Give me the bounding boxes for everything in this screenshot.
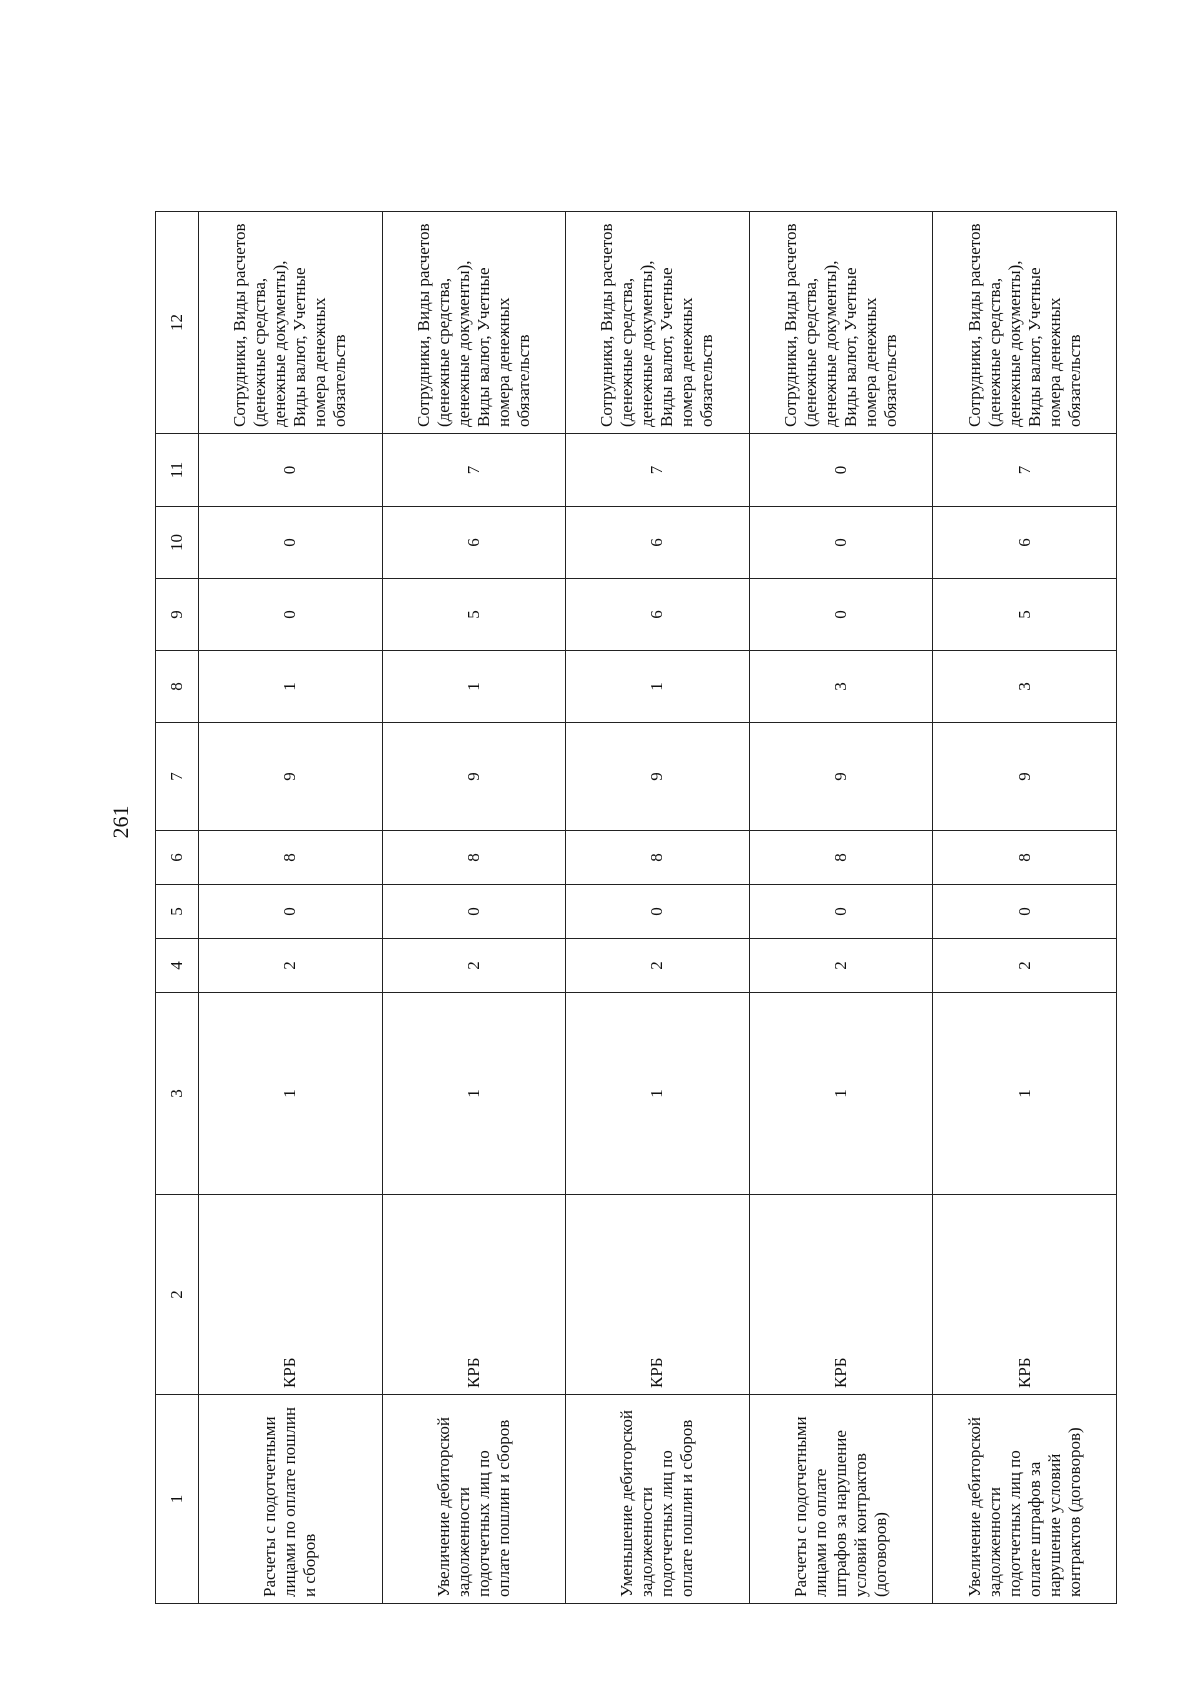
column-header: 6 xyxy=(156,831,199,885)
table-cell: 0 xyxy=(566,885,750,939)
account-name-cell: Расчеты с подотчетными лицами по оплате пошлин и сборов xyxy=(199,1395,383,1604)
table-cell: 7 xyxy=(566,434,750,507)
table-cell: 6 xyxy=(933,507,1117,579)
analytics-cell: Сотрудники, Виды расчетов (денежные средства, денежные документы), Виды валют, Учетные номера денежных обязательств xyxy=(933,212,1117,434)
table-cell: 0 xyxy=(749,434,933,507)
table-cell: 2 xyxy=(933,939,1117,993)
table-cell: 1 xyxy=(199,993,383,1195)
table-row xyxy=(933,212,1117,1604)
table-cell: 9 xyxy=(749,723,933,831)
budget-code-cell: КРБ xyxy=(749,1195,933,1395)
table-cell: 7 xyxy=(382,434,566,507)
column-header: 4 xyxy=(156,939,199,993)
table-cell: 2 xyxy=(382,939,566,993)
account-name-cell: Увеличение дебиторской задолженности подотчетных лиц по оплате штрафов за нарушение условий контрактов (договоров) xyxy=(933,1395,1117,1604)
table-cell: 9 xyxy=(199,723,383,831)
table-cell: 6 xyxy=(382,507,566,579)
analytics-cell: Сотрудники, Виды расчетов (денежные средства, денежные документы), Виды валют, Учетные номера денежных обязательств xyxy=(566,212,750,434)
budget-code-cell: КРБ xyxy=(933,1195,1117,1395)
table-cell: 0 xyxy=(199,885,383,939)
budget-code-cell: КРБ xyxy=(566,1195,750,1395)
table-cell: 1 xyxy=(382,651,566,723)
column-header: 3 xyxy=(156,993,199,1195)
table-cell: 3 xyxy=(933,651,1117,723)
table-cell: 8 xyxy=(933,831,1117,885)
table-cell: 1 xyxy=(199,651,383,723)
column-header: 7 xyxy=(156,723,199,831)
table-cell: 7 xyxy=(933,434,1117,507)
table-cell: 9 xyxy=(382,723,566,831)
table-cell: 3 xyxy=(749,651,933,723)
page-number: 261 xyxy=(108,805,133,839)
account-name-cell: Увеличение дебиторской задолженности подотчетных лиц по оплате пошлин и сборов xyxy=(382,1395,566,1604)
header-row xyxy=(156,212,199,1604)
table-cell: 0 xyxy=(199,507,383,579)
column-header: 9 xyxy=(156,579,199,651)
table-cell: 0 xyxy=(933,885,1117,939)
table-row xyxy=(199,212,383,1604)
table-cell: 1 xyxy=(933,993,1117,1195)
analytics-cell: Сотрудники, Виды расчетов (денежные средства, денежные документы), Виды валют, Учетные номера денежных обязательств xyxy=(199,212,383,434)
table-cell: 8 xyxy=(382,831,566,885)
table-cell: 8 xyxy=(566,831,750,885)
table-cell: 8 xyxy=(749,831,933,885)
table-cell: 0 xyxy=(382,885,566,939)
table-cell: 1 xyxy=(749,993,933,1195)
analytics-cell: Сотрудники, Виды расчетов (денежные средства, денежные документы), Виды валют, Учетные номера денежных обязательств xyxy=(382,212,566,434)
table-cell: 9 xyxy=(933,723,1117,831)
table-cell: 6 xyxy=(566,507,750,579)
table-cell: 0 xyxy=(199,579,383,651)
column-header: 1 xyxy=(156,1395,199,1604)
table-cell: 1 xyxy=(566,651,750,723)
table-cell: 1 xyxy=(382,993,566,1195)
column-header: 12 xyxy=(156,212,199,434)
table-cell: 6 xyxy=(566,579,750,651)
account-name-cell: Расчеты с подотчетными лицами по оплате штрафов за нарушение условий контрактов (договоров) xyxy=(749,1395,933,1604)
table-cell: 5 xyxy=(933,579,1117,651)
table-cell: 0 xyxy=(749,885,933,939)
table-row xyxy=(749,212,933,1604)
analytics-cell: Сотрудники, Виды расчетов (денежные средства, денежные документы), Виды валют, Учетные номера денежных обязательств xyxy=(749,212,933,434)
column-header: 11 xyxy=(156,434,199,507)
table-cell: 2 xyxy=(749,939,933,993)
table-cell: 0 xyxy=(749,507,933,579)
table-cell: 0 xyxy=(749,579,933,651)
table-cell: 9 xyxy=(566,723,750,831)
rotated-page-content xyxy=(0,212,1200,1696)
table-cell: 5 xyxy=(382,579,566,651)
budget-code-cell: КРБ xyxy=(199,1195,383,1395)
column-header: 8 xyxy=(156,651,199,723)
table-cell: 2 xyxy=(566,939,750,993)
table-cell: 8 xyxy=(199,831,383,885)
table-cell: 1 xyxy=(566,993,750,1195)
column-header: 2 xyxy=(156,1195,199,1395)
budget-code-cell: КРБ xyxy=(382,1195,566,1395)
account-name-cell: Уменьшение дебиторской задолженности подотчетных лиц по оплате пошлин и сборов xyxy=(566,1395,750,1604)
table-row xyxy=(566,212,750,1604)
table-cell: 0 xyxy=(199,434,383,507)
accounting-table xyxy=(155,211,1117,1604)
column-header: 10 xyxy=(156,507,199,579)
column-header: 5 xyxy=(156,885,199,939)
table-cell: 2 xyxy=(199,939,383,993)
table-row xyxy=(382,212,566,1604)
